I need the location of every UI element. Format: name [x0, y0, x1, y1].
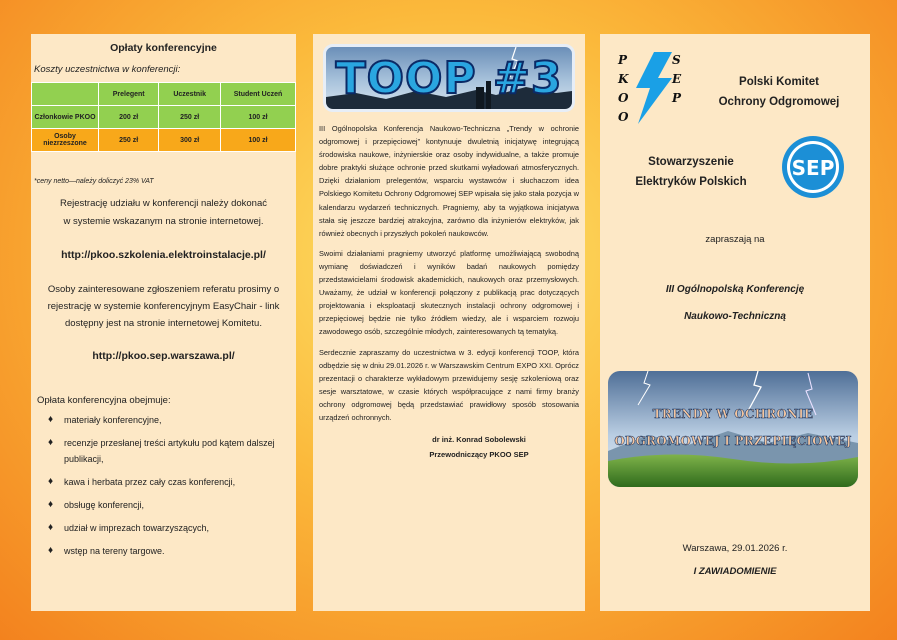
- logo-letter: O: [618, 91, 629, 105]
- storm-landscape-image: [608, 371, 858, 487]
- signature: [379, 432, 579, 462]
- submission-line: rejestrację w systemie konferencyjnym EasyChair - link: [47, 301, 280, 312]
- logo-letter: O: [618, 110, 629, 124]
- committee-url-link[interactable]: http://pkoo.sep.warszawa.pl/: [92, 350, 235, 362]
- fees-table-row: [32, 129, 296, 152]
- logo-letter: S: [672, 53, 681, 67]
- fees-cell: 300 zł: [159, 129, 221, 152]
- signature-role: Przewodniczący PKOO SEP: [429, 450, 529, 460]
- cover-image: [608, 371, 858, 487]
- logo-letter: P: [618, 53, 628, 67]
- registration-line: w systemie wskazanym na stronie internetowej.: [63, 216, 264, 227]
- submission-line: Osoby zainteresowane zgłoszeniem referatu prosimy o: [47, 284, 280, 295]
- registration-url-link[interactable]: http://pkoo.szkolenia.elektroinstalacje.pl/: [61, 249, 266, 261]
- fees-header-cell: Uczestnik: [159, 83, 221, 106]
- pkoo-name: [694, 72, 864, 112]
- list-item: ♦ kawa i herbata przez cały czas konferencji,: [48, 474, 293, 490]
- fees-cell: Członkowie PKOO: [32, 106, 99, 129]
- fee-includes-list: [34, 412, 293, 559]
- conference-title: [600, 276, 870, 330]
- intro-paragraph: Swoimi działaniami pragniemy utworzyć platformę umożliwiającą swobodną wymianę doświadczeń i wyników badań naukowych pomiędzy przedstawicielami środowisk akademickich, naukowych oraz przemysłowych. Uważamy, że udział w konferencji połączony z publikacją prac dotyczących projektowania i eksploatacji skutecznych instalacji ochrony odgromowej i przepięciowej będzie nie tylko źródłem wiedzy, ale i wsparciem rozwoju zawodowego osób, szczególnie młodych, zainteresowanych tą tematyką.: [319, 248, 579, 337]
- submission-line: dostępny jest na stronie internetowej Komitetu.: [65, 318, 262, 329]
- registration-text: [34, 195, 293, 231]
- fees-header-cell: Student Uczeń: [221, 83, 296, 106]
- list-item: ♦ obsługę konferencji,: [48, 497, 293, 513]
- conference-title-line: Naukowo-Techniczną: [684, 311, 786, 322]
- fees-cell: Osoby niezrzeszone: [32, 129, 99, 152]
- toop-banner: [323, 44, 575, 112]
- registration-line: Rejestrację udziału w konferencji należy dokonać: [59, 198, 267, 209]
- list-item: ♦ materiały konferencyjne,: [48, 412, 293, 428]
- conference-title-line: III Ogólnopolską Konferencję: [665, 284, 805, 295]
- fees-panel: [31, 34, 296, 611]
- sep-emblem-icon: [780, 134, 846, 200]
- intro-paragraph: III Ogólnopolska Konferencja Naukowo-Techniczna „Trendy w ochronie odgromowej i przepięciowej” kontynuuje dwuletnią inicjatywę integrującą środowiska naukowe, inżynierskie oraz osoby indywidualne, a także promuje dobre praktyki służące ochronie przed skutkami wyładowań atmosferycznych. Dzięki działaniom prelegentów, wsparciu wystawców i słuchaczom idea Polskiego Komitetu Ochrony Odgromowej SEP wpisała się jako stała pozycja w kalendarzu wydarzeń technicznych. Pragniemy, aby ta wyjątkowa inicjatywa stała się jeszcze bardziej atrakcyjna, zarówno dla inżynierów elektryków, jak również obecnych i przyszłych pokoleń naukowców.: [319, 124, 579, 238]
- sep-name: [606, 152, 776, 192]
- fees-table-header-row: [32, 83, 296, 106]
- fees-cell: 250 zł: [159, 106, 221, 129]
- fees-header-cell: [32, 83, 99, 106]
- fees-cell: 100 zł: [221, 106, 296, 129]
- vat-note: *ceny netto—należy doliczyć 23% VAT: [34, 178, 154, 185]
- fees-cell: 250 zł: [99, 129, 159, 152]
- list-item: ♦ wstęp na tereny targowe.: [48, 543, 293, 559]
- cover-image-title-line: TRENDY W OCHRONIE: [652, 407, 814, 421]
- lightning-bolt-icon: [614, 50, 684, 130]
- cover-image-title-line: ODGROMOWEJ I PRZEPIĘCIOWEJ: [614, 434, 852, 448]
- org-name-line: Polski Komitet: [739, 76, 819, 88]
- fees-table: [31, 82, 296, 152]
- fee-includes-heading: Opłata konferencyjna obejmuje:: [37, 395, 171, 406]
- logo-letter: E: [672, 72, 682, 86]
- submission-text: [34, 281, 293, 332]
- pkoo-sep-logo: [614, 50, 684, 130]
- fees-table-row: [32, 106, 296, 129]
- invite-text: zapraszają na: [705, 234, 765, 245]
- list-item: ♦ recenzje przesłanej treści artykułu pod kątem dalszej publikacji,: [48, 435, 293, 467]
- notice-label: I ZAWIADOMIENIE: [693, 566, 777, 577]
- org-name-line: Elektryków Polskich: [635, 176, 747, 188]
- fees-cell: 100 zł: [221, 129, 296, 152]
- sep-logo: [780, 134, 846, 200]
- toop-title: TOOP #3: [335, 53, 563, 104]
- fees-title: Opłaty konferencyjne: [110, 42, 217, 54]
- cover-panel: [600, 34, 870, 611]
- sep-logo-text: SEP: [791, 156, 835, 180]
- event-date: Warszawa, 29.01.2026 r.: [682, 543, 788, 554]
- fees-subtitle: Koszty uczestnictwa w konferencji:: [34, 64, 181, 75]
- fees-header-cell: Prelegent: [99, 83, 159, 106]
- logo-letter: P: [672, 91, 682, 105]
- org-name-line: Ochrony Odgromowej: [718, 96, 840, 108]
- fees-cell: 200 zł: [99, 106, 159, 129]
- list-item: ♦ udział w imprezach towarzyszących,: [48, 520, 293, 536]
- intro-paragraph: Serdecznie zapraszamy do uczestnictwa w 3. edycji konferencji TOOP, która odbędzie się w dniu 29.01.2026 r. w Warszawskim Centrum EXPO XXI. Oprócz prezentacji o charakterze wykładowym przewidujemy sesję szkoleniową oraz sesje warsztatowe, w czasie których współpracujące z nami firmy branży ochrony odgromowej będą przedstawiać prawidłowy sposób stosowania urządzeń ochronnych.: [319, 347, 579, 422]
- signature-name: dr inż. Konrad Sobolewski: [432, 435, 526, 445]
- intro-panel: [313, 34, 585, 611]
- org-name-line: Stowarzyszenie: [648, 156, 734, 168]
- logo-letter: K: [618, 72, 629, 86]
